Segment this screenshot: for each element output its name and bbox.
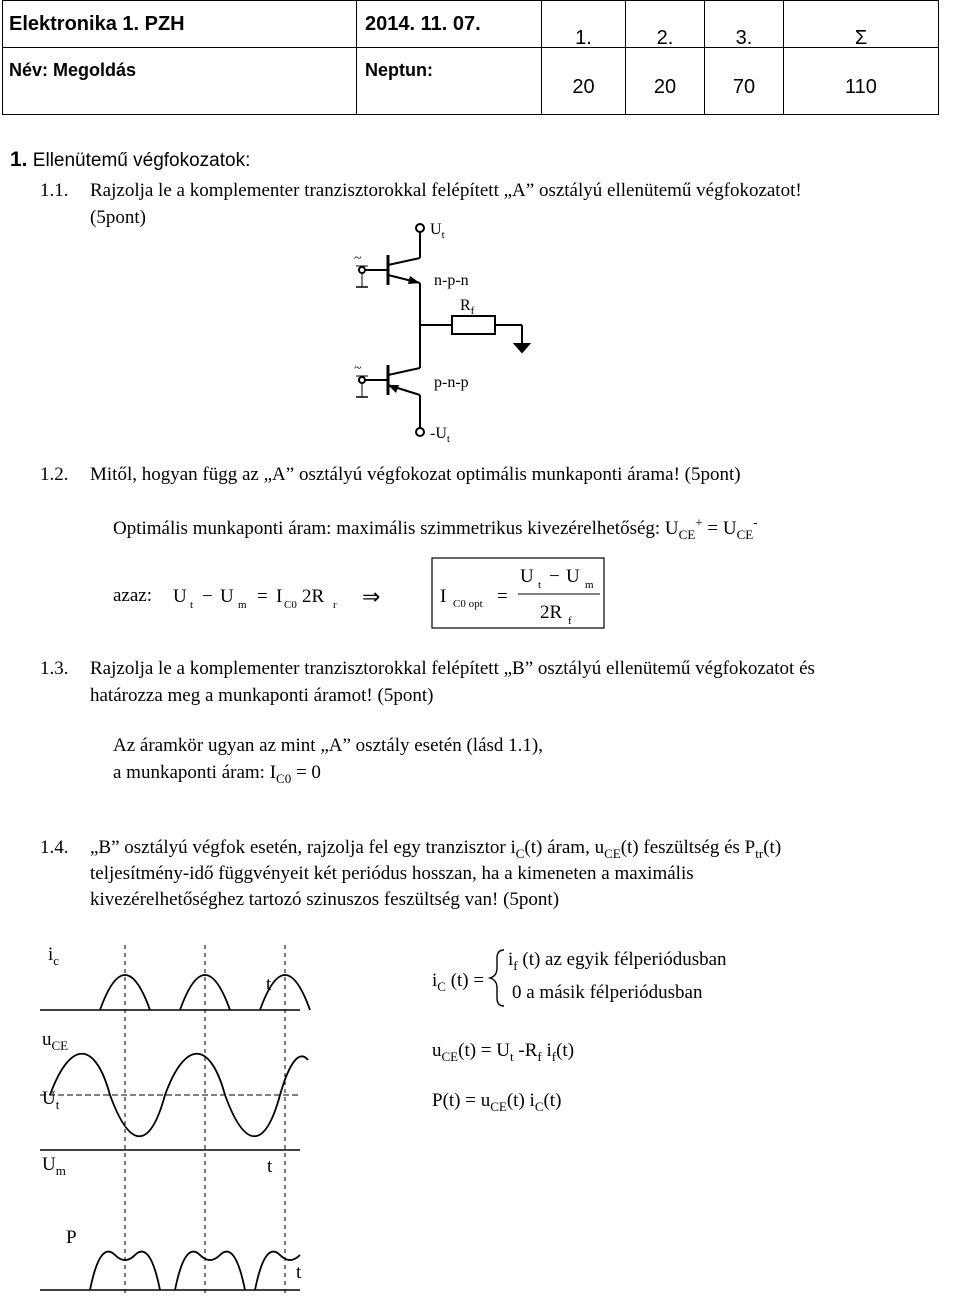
svg-text:m: m [238,599,247,611]
minus-ut-label: $-U_t$ [430,425,450,445]
ic-def: $i_C$ (t) = [432,970,485,994]
task-col-sum: Σ [784,1,939,48]
q13-answer1: Az áramkör ugyan az mint „A” osztály esetén (lásd 1.1), [113,735,543,756]
q11-number: 1.1. [40,180,69,201]
svg-text:U: U [566,566,580,587]
section-title: 1. Ellenütemű végfokozatok: [10,148,251,171]
svg-text:=: = [257,586,268,607]
svg-text:C0 opt: C0 opt [453,598,483,610]
q14-line2: teljesítmény-idő függvényeit két periódus hosszan, ha a kimeneten a maximális [90,863,694,884]
ic-label: $i_c$ [48,944,60,968]
svg-text:I: I [440,586,447,607]
rf-label: $R_f$ [460,297,475,317]
task-col-1: 1. [542,1,626,48]
svg-text:I: I [276,586,283,607]
svg-text:f: f [568,615,572,627]
date: 2014. 11. 07. [365,12,481,35]
svg-text:2R: 2R [540,602,563,623]
q13-answer2: a munkaponti áram: $I_{C0} = 0$ [113,762,321,786]
svg-text:2R: 2R [302,586,325,607]
p-label: P [66,1227,77,1248]
q13-text2: határozza meg a munkaponti áramot! (5pont) [90,685,434,706]
svg-text:C0: C0 [284,599,297,611]
q14-line1: „B” osztályú végfok esetén, rajzolja fel egy tranzisztor $i_C(t)$ áram, $u_{CE}(t)$ feszültség és $P_{tr}(t)$ [90,837,782,861]
q14-line3: kivezérelhetőséghez tartozó szinuszos feszültség van! (5pont) [90,889,560,910]
q12-number: 1.2. [40,464,69,485]
ut-label: $U_t$ [430,221,445,241]
neptun-label: Neptun: [365,60,433,80]
case-2: 0 a másik félperiódusban [512,982,703,1003]
svg-text:~: ~ [354,361,362,376]
svg-text:U: U [220,586,234,607]
q13-text: Rajzolja le a komplementer tranzisztorokkal felépített „B” osztályú ellenütemű végfokozatot és [90,658,815,679]
name-label: Név: Megoldás [9,60,137,80]
q11-points: (5pont) [90,207,146,228]
npn-label: n-p-n [434,272,469,289]
q14-number: 1.4. [40,837,69,858]
task-col-3: 3. [705,1,784,48]
svg-text:=: = [497,586,508,607]
svg-text:U: U [173,586,187,607]
t-label-ic: t [266,974,272,995]
t-label-p: t [296,1262,302,1283]
svg-text:t: t [190,599,194,611]
svg-text:−: − [202,586,213,607]
q12-text: Mitől, hogyan függ az „A” osztályú végfokozat optimális munkaponti árama! (5pont) [90,464,741,485]
svg-text:U: U [520,566,534,587]
p-def: $P(t) = u_{CE}(t)$ $i_C(t)$ [432,1090,562,1114]
case-1: $i_f$ (t) az egyik félperiódusban [508,949,727,973]
ut-graph-label: $U_t$ [42,1088,60,1112]
points-2: 20 [626,48,705,115]
svg-text:r: r [333,599,337,611]
svg-text:~: ~ [354,251,362,266]
points-1: 20 [542,48,626,115]
task-col-2: 2. [626,1,705,48]
q12-answer: Optimális munkaponti áram: maximális szimmetrikus kivezérelhetőség: $U_{CE}^+ = U_{CE}^-$ [113,514,758,542]
svg-text:−: − [549,566,560,587]
q11-text: Rajzolja le a komplementer tranzisztorokkal felépített „A” osztályú ellenütemű végfokozatot! [90,180,802,201]
subject: Elektronika 1. PZH [9,12,185,35]
uce-def: $u_{CE}(t) = U_t$ $-R_f$ $i_f(t)$ [432,1040,575,1064]
pnp-label: p-n-p [434,374,469,391]
svg-text:m: m [585,579,594,591]
uce-label: $u_{CE}$ [42,1029,69,1053]
t-label-uce: t [267,1156,273,1177]
points-sum: 110 [784,48,939,115]
points-3: 70 [705,48,784,115]
q13-number: 1.3. [40,658,69,679]
svg-text:t: t [538,579,542,591]
azaz-label: azaz: [113,585,153,606]
svg-text:⇒: ⇒ [362,584,381,609]
um-graph-label: $U_m$ [42,1154,66,1178]
